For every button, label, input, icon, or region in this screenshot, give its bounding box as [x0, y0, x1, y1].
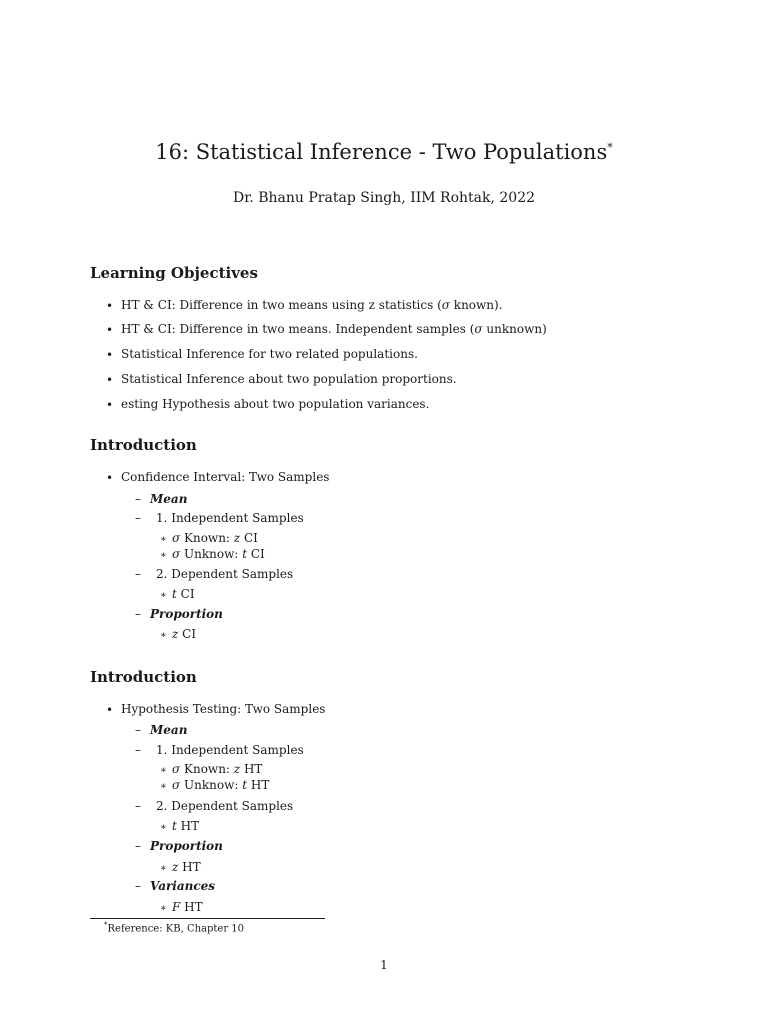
sublist-label: 2. Dependent Samples	[156, 799, 294, 813]
star-marker: ∗	[160, 903, 167, 914]
list-item: Confidence Interval: Two Samples	[121, 470, 330, 484]
list-item: Hypothesis Testing: Two Samples	[121, 702, 326, 716]
star-marker: ∗	[160, 765, 167, 776]
bullet-marker: •	[106, 703, 114, 717]
bullet-marker: •	[106, 398, 114, 412]
footnote-rule	[90, 918, 325, 919]
dash-marker: –	[135, 879, 141, 893]
dash-marker: –	[135, 492, 141, 506]
list-item: Statistical Inference about two population proportions.	[121, 372, 457, 386]
bullet-marker: •	[106, 348, 114, 362]
list-item: t CI	[172, 587, 195, 601]
introduction-ht-heading: Introduction	[90, 668, 197, 686]
list-item: t HT	[172, 819, 200, 833]
star-marker: ∗	[160, 590, 167, 601]
dash-marker: –	[135, 607, 141, 621]
star-marker: ∗	[160, 534, 167, 545]
page-number: 1	[380, 958, 388, 972]
title-footnote-mark: *	[607, 141, 613, 154]
star-marker: ∗	[160, 550, 167, 561]
star-marker: ∗	[160, 630, 167, 641]
sublist-label: Proportion	[150, 839, 223, 853]
document-title: 16: Statistical Inference - Two Populations*	[155, 140, 613, 164]
list-item: σ Known: z CI	[172, 531, 258, 545]
list-item: HT & CI: Difference in two means. Independent samples (σ unknown)	[121, 322, 547, 336]
list-item: Statistical Inference for two related populations.	[121, 347, 418, 361]
introduction-ci-heading: Introduction	[90, 436, 197, 454]
footnote-mark: *	[104, 921, 108, 929]
dash-marker: –	[135, 723, 141, 737]
list-item: F HT	[172, 900, 203, 914]
sublist-label: 2. Dependent Samples	[156, 567, 294, 581]
list-item: σ Known: z HT	[172, 762, 263, 776]
list-item: esting Hypothesis about two population variances.	[121, 397, 430, 411]
footnote: *Reference: KB, Chapter 10	[104, 921, 245, 935]
bullet-marker: •	[106, 373, 114, 387]
list-item: z HT	[172, 860, 201, 874]
sublist-label: Variances	[150, 879, 216, 893]
list-item: HT & CI: Difference in two means using z statistics (σ known).	[121, 298, 503, 312]
dash-marker: –	[135, 567, 141, 581]
sublist-label: 1. Independent Samples	[156, 511, 304, 525]
dash-marker: –	[135, 799, 141, 813]
author-line: Dr. Bhanu Pratap Singh, IIM Rohtak, 2022	[232, 190, 536, 206]
list-item: σ Unknow: t HT	[172, 778, 270, 792]
list-item: σ Unknow: t CI	[172, 547, 265, 561]
sublist-label: Proportion	[150, 607, 223, 621]
bullet-marker: •	[106, 299, 114, 313]
list-item: z CI	[172, 627, 197, 641]
sublist-label: Mean	[150, 723, 188, 737]
dash-marker: –	[135, 743, 141, 757]
sublist-label: Mean	[150, 492, 188, 506]
learning-objectives-heading: Learning Objectives	[90, 264, 258, 282]
bullet-marker: •	[106, 471, 114, 485]
sublist-label: 1. Independent Samples	[156, 743, 304, 757]
star-marker: ∗	[160, 781, 167, 792]
star-marker: ∗	[160, 822, 167, 833]
dash-marker: –	[135, 511, 141, 525]
dash-marker: –	[135, 839, 141, 853]
star-marker: ∗	[160, 863, 167, 874]
bullet-marker: •	[106, 323, 114, 337]
